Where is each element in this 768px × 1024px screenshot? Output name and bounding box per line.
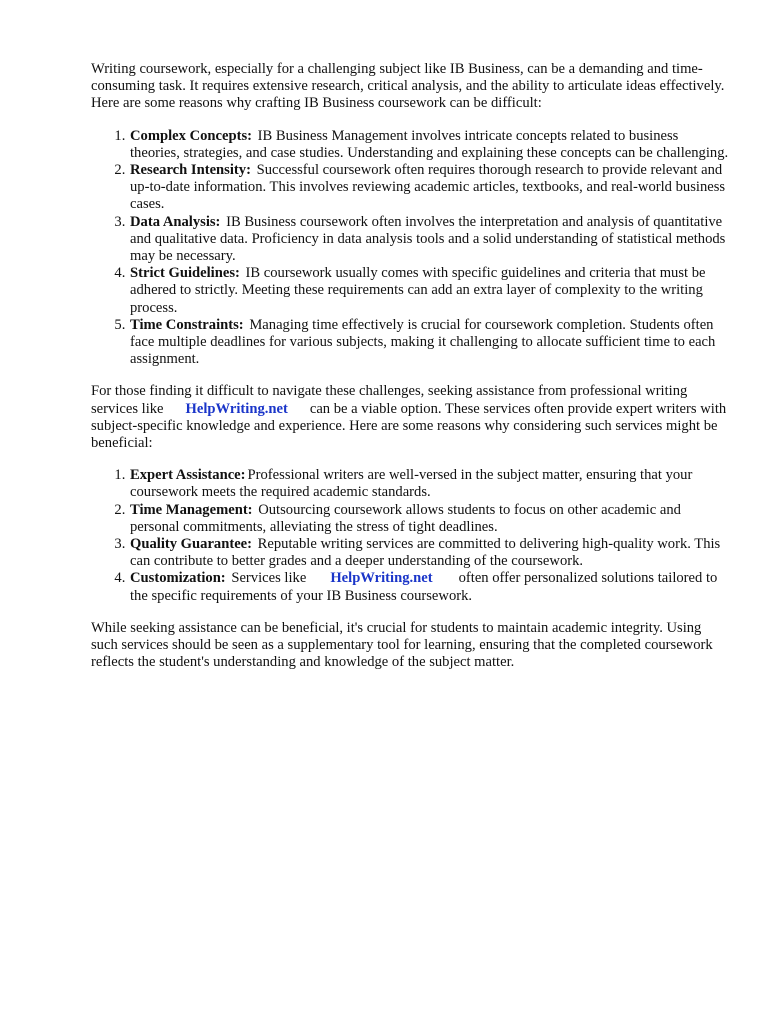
document-page xyxy=(91,61,731,672)
list-item-text: IB coursework usually comes with specific guidelines and criteria that must be adhered to strictly. Meeting these requirements can add an extra layer of complexity to the writing process. xyxy=(130,265,706,316)
list-item-text: Successful coursework often requires thorough research to provide relevant and up-to-date information. This involves reviewing academic articles, textbooks, and real-world business cases. xyxy=(130,162,726,213)
customization-text-after: often offer personalized solutions tailored to the specific requirements of your IB Business coursework. xyxy=(130,570,718,604)
list-item-text: IB Business Management involves intricate concepts related to business theories, strategies, and case studies. Understanding and explaining these concepts can be challenging. xyxy=(130,127,729,161)
list-item xyxy=(129,317,731,369)
list-item xyxy=(129,162,731,214)
helpwriting-link[interactable]: HelpWriting.net xyxy=(185,400,288,417)
list-item-text: Outsourcing coursework allows students to focus on other academic and personal commitments, alleviating the stress of tight deadlines. xyxy=(130,501,681,535)
list-item-text: Professional writers are well-versed in the subject matter, ensuring that your coursework meets the required academic standards. xyxy=(130,467,693,501)
list-item-text: Reputable writing services are committed to delivering high-quality work. This can contribute to better grades and a deeper understanding of the coursework. xyxy=(130,536,721,570)
challenges-list xyxy=(91,128,731,369)
list-item-text: IB Business coursework often involves the interpretation and analysis of quantitative and qualitative data. Proficiency in data analysis tools and a solid understanding of statistical methods may be necessary. xyxy=(130,213,726,265)
conclusion-paragraph: While seeking assistance can be beneficial, it's crucial for students to maintain academic integrity. Using such services should be seen as a supplementary tool for learning, ensuring that the completed coursework reflects the student's understanding and knowledge of the subject matter. xyxy=(91,619,713,671)
intro-paragraph: Writing coursework, especially for a challenging subject like IB Business, can be a demanding and time-consuming task. It requires extensive research, critical analysis, and the ability to articulate ideas effectively. Here are some reasons why crafting IB Business coursework can be difficult: xyxy=(91,61,725,112)
list-item xyxy=(129,128,731,162)
list-item-term: Time Management: xyxy=(130,501,253,518)
list-item-term: Customization: xyxy=(130,570,226,587)
list-item xyxy=(129,214,731,266)
customization-text-before: Services like xyxy=(231,570,307,587)
list-item xyxy=(129,536,731,570)
helpwriting-link[interactable]: HelpWriting.net xyxy=(330,570,433,587)
list-item xyxy=(129,467,731,501)
services-text-before: For those finding it difficult to navigate these challenges, seeking assistance from professional writing services like xyxy=(91,383,688,417)
list-item-term: Complex Concepts: xyxy=(130,127,253,144)
list-item-term: Expert Assistance: xyxy=(130,467,246,484)
list-item-term: Research Intensity: xyxy=(130,162,251,179)
list-item-term: Strict Guidelines: xyxy=(130,265,240,282)
list-item-term: Data Analysis: xyxy=(130,213,221,230)
list-item-term: Time Constraints: xyxy=(130,316,244,333)
list-item xyxy=(129,265,731,317)
benefits-list xyxy=(91,467,731,605)
list-item xyxy=(129,502,731,536)
list-item-term: Quality Guarantee: xyxy=(130,536,253,553)
list-item xyxy=(129,570,731,604)
services-paragraph xyxy=(91,383,731,452)
list-item-text: Managing time effectively is crucial for coursework completion. Students often face multiple deadlines for various subjects, making it challenging to allocate sufficient time to each assignment. xyxy=(130,316,716,368)
services-text-after: can be a viable option. These services often provide expert writers with subject-specific knowledge and experience. Here are some reasons why considering such services might be beneficial: xyxy=(91,400,727,452)
